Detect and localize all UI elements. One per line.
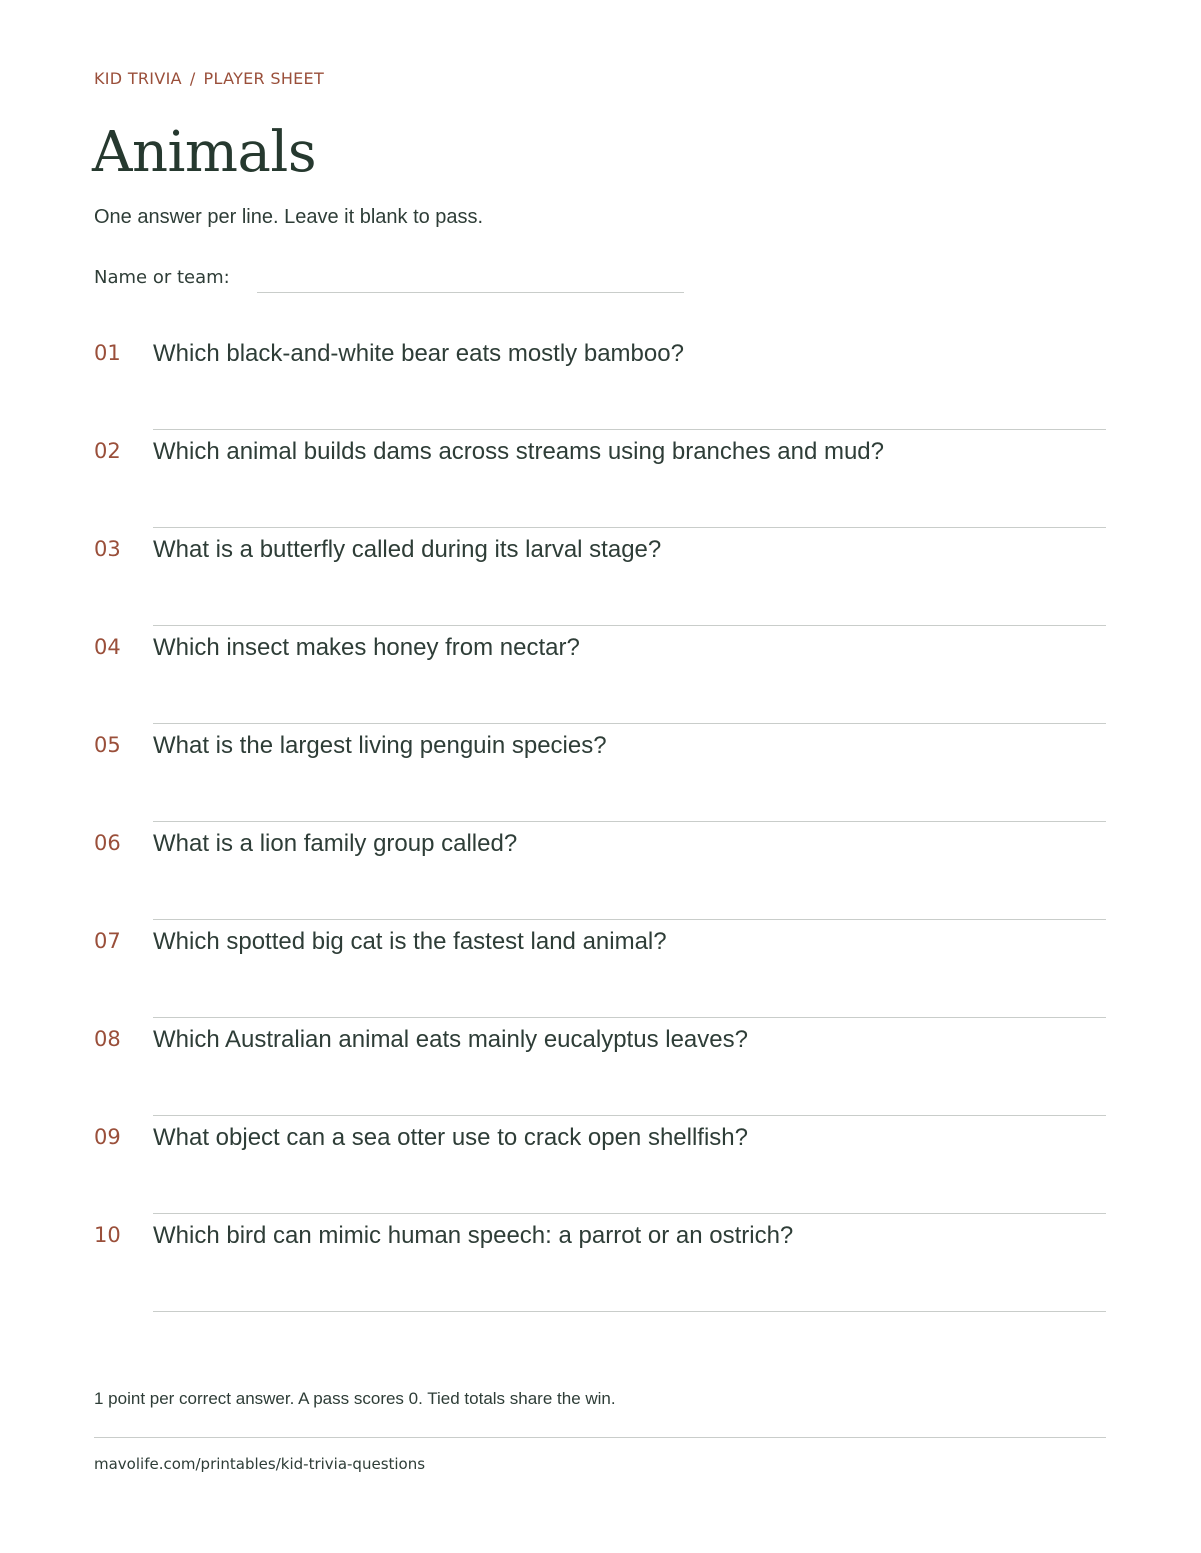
question-number: 03	[94, 537, 121, 561]
question-item	[94, 1114, 1106, 1212]
footer-divider	[94, 1437, 1106, 1438]
question-text: Which animal builds dams across streams using branches and mud?	[153, 438, 885, 465]
question-number: 05	[94, 733, 121, 757]
answer-line[interactable]	[153, 1311, 1106, 1312]
breadcrumb-section: KID TRIVIA	[94, 69, 182, 88]
question-number: 07	[94, 929, 121, 953]
breadcrumb-separator: /	[189, 69, 196, 88]
question-text: What object can a sea otter use to crack open shellfish?	[153, 1124, 748, 1151]
instructions: One answer per line. Leave it blank to pass.	[94, 206, 484, 228]
scoring-note: 1 point per correct answer. A pass scores 0. Tied totals share the win.	[94, 1389, 616, 1408]
name-field-row	[94, 267, 694, 297]
question-number: 02	[94, 439, 121, 463]
question-number: 04	[94, 635, 121, 659]
question-text: What is a butterfly called during its larval stage?	[153, 536, 662, 563]
question-item	[94, 722, 1106, 820]
question-text: What is the largest living penguin species?	[153, 732, 607, 759]
question-text: Which spotted big cat is the fastest land animal?	[153, 928, 667, 955]
breadcrumb-page: PLAYER SHEET	[203, 69, 325, 88]
question-text: Which black-and-white bear eats mostly bamboo?	[153, 340, 684, 367]
page-title: Animals	[92, 120, 317, 185]
question-item	[94, 624, 1106, 722]
name-field-line[interactable]	[257, 292, 684, 293]
question-item	[94, 428, 1106, 526]
question-item	[94, 526, 1106, 624]
question-number: 08	[94, 1027, 121, 1051]
question-number: 06	[94, 831, 121, 855]
question-text: Which bird can mimic human speech: a parrot or an ostrich?	[153, 1222, 794, 1249]
question-item	[94, 1016, 1106, 1114]
question-text: Which insect makes honey from nectar?	[153, 634, 580, 661]
name-field-label: Name or team:	[94, 267, 230, 288]
question-text: What is a lion family group called?	[153, 830, 518, 857]
question-item	[94, 1212, 1106, 1310]
question-text: Which Australian animal eats mainly eucalyptus leaves?	[153, 1026, 748, 1053]
question-number: 10	[94, 1223, 121, 1247]
question-item	[94, 918, 1106, 1016]
question-number: 09	[94, 1125, 121, 1149]
question-number: 01	[94, 341, 121, 365]
question-item	[94, 330, 1106, 428]
breadcrumb	[94, 69, 324, 88]
question-item	[94, 820, 1106, 918]
footer-url: mavolife.com/printables/kid-trivia-questions	[94, 1455, 426, 1473]
question-list	[94, 330, 1106, 1310]
